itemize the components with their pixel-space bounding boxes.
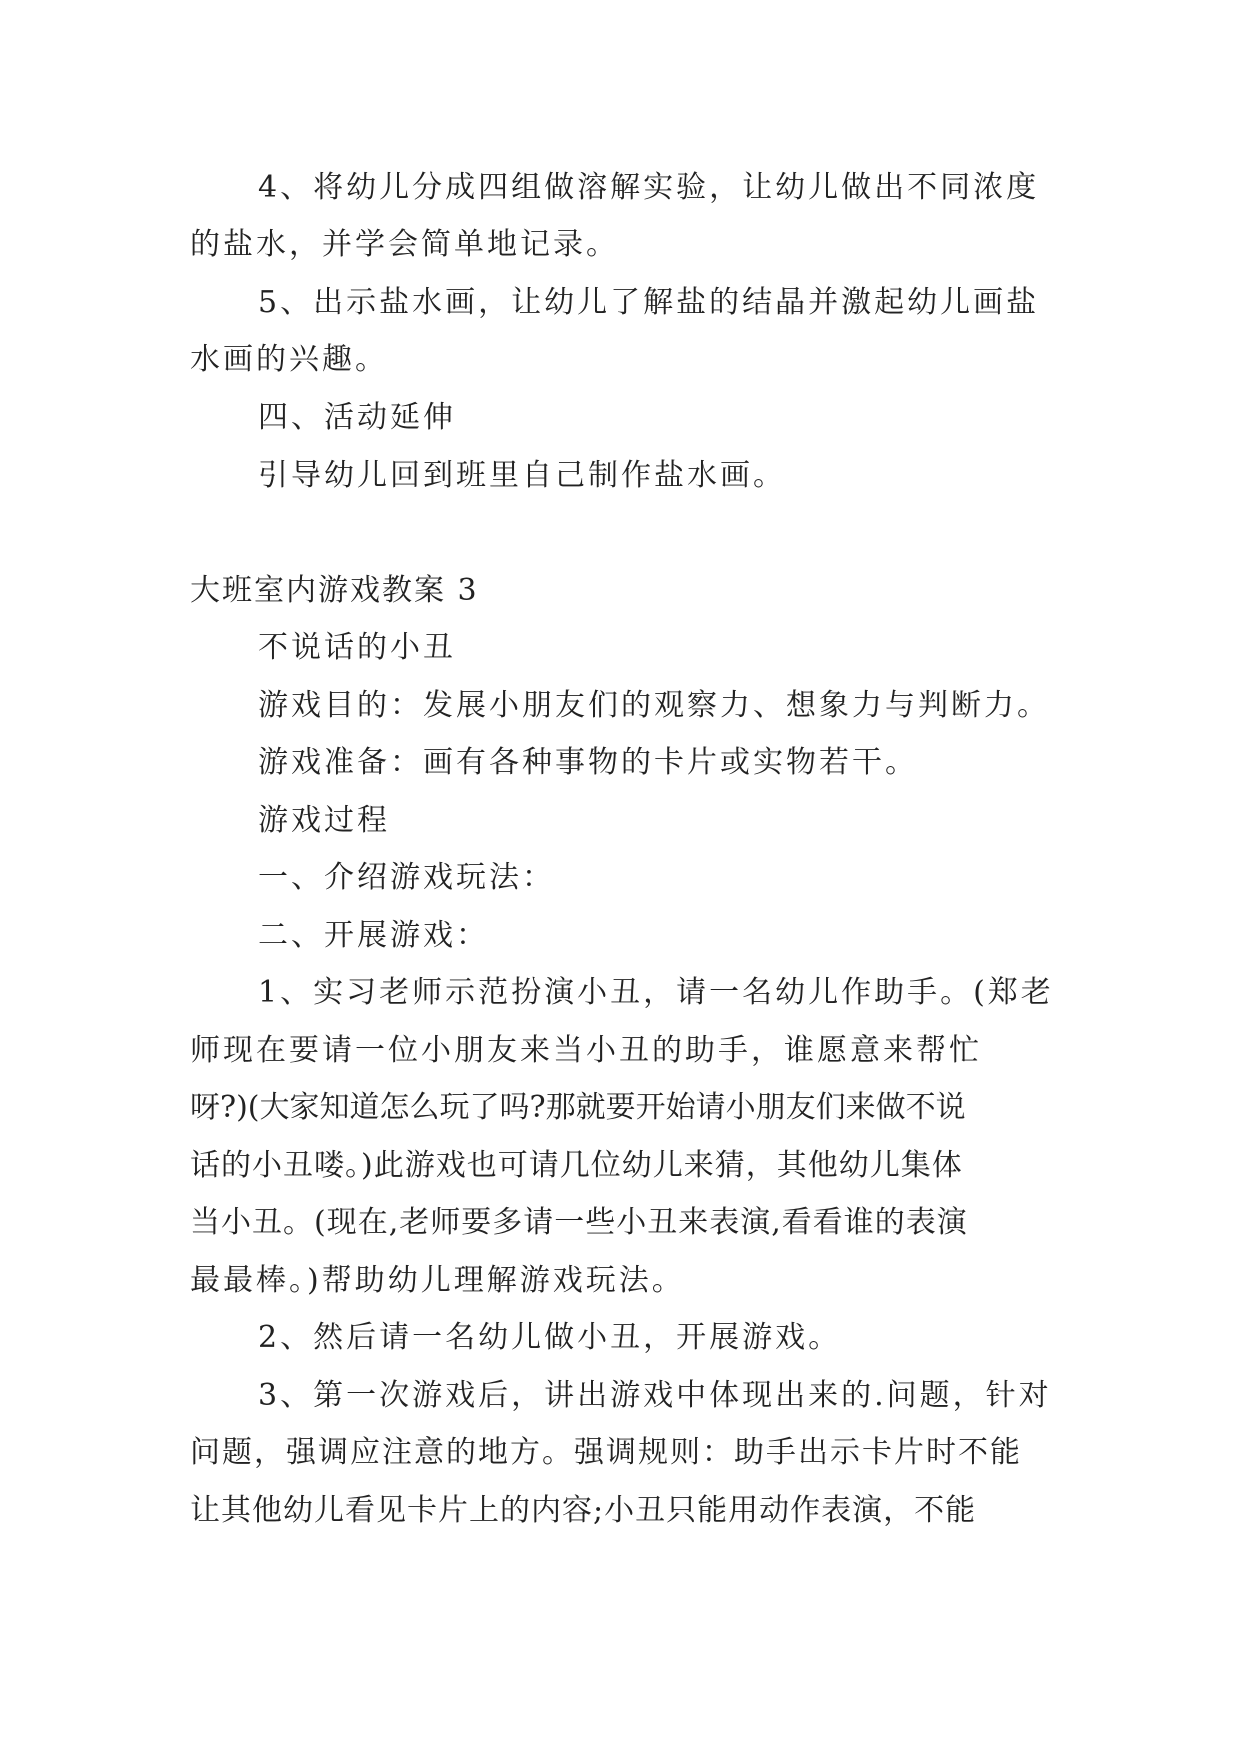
paragraph-line: 3、第一次游戏后，讲出游戏中体现出来的.问题，针对 <box>258 1378 1052 1413</box>
paragraph-line: 水画的兴趣。 <box>190 342 388 377</box>
section-heading: 二、开展游戏： <box>258 918 489 953</box>
paragraph-line: 引导幼儿回到班里自己制作盐水画。 <box>258 458 786 493</box>
paragraph-line: 5、出示盐水画，让幼儿了解盐的结晶并激起幼儿画盐 <box>258 285 1040 320</box>
paragraph-line: 4、将幼儿分成四组做溶解实验，让幼儿做出不同浓度 <box>258 170 1040 205</box>
paragraph-line: 问题，强调应注意的地方。强调规则：助手出示卡片时不能 <box>190 1435 1022 1470</box>
paragraph-line: 游戏目的：发展小朋友们的观察力、想象力与判断力。 <box>258 688 1050 723</box>
paragraph-line: 最最棒。)帮助幼儿理解游戏玩法。 <box>190 1263 685 1298</box>
paragraph-line: 的盐水，并学会简单地记录。 <box>190 227 619 262</box>
paragraph-line: 话的小丑喽。)此游戏也可请几位幼儿来猜，其他幼儿集体 <box>190 1148 963 1183</box>
paragraph-line: 呀?)(大家知道怎么玩了吗?那就要开始请小朋友们来做不说 <box>190 1090 966 1125</box>
paragraph-line: 2、然后请一名幼儿做小丑，开展游戏。 <box>258 1320 842 1355</box>
section-heading: 一、介绍游戏玩法： <box>258 860 555 895</box>
section-heading: 游戏过程 <box>258 803 390 838</box>
paragraph-line: 1、实习老师示范扮演小丑，请一名幼儿作助手。(郑老 <box>258 975 1054 1010</box>
section-heading: 四、活动延伸 <box>258 400 456 435</box>
document-title: 大班室内游戏教案 3 <box>190 573 479 608</box>
paragraph-line: 当小丑。(现在,老师要多请一些小丑来表演,看看谁的表演 <box>190 1205 968 1240</box>
game-name: 不说话的小丑 <box>258 630 456 665</box>
paragraph-line: 让其他幼儿看见卡片上的内容;小丑只能用动作表演，不能 <box>190 1493 977 1528</box>
paragraph-line: 游戏准备：画有各种事物的卡片或实物若干。 <box>258 745 918 780</box>
paragraph-line: 师现在要请一位小朋友来当小丑的助手，谁愿意来帮忙 <box>190 1033 982 1068</box>
